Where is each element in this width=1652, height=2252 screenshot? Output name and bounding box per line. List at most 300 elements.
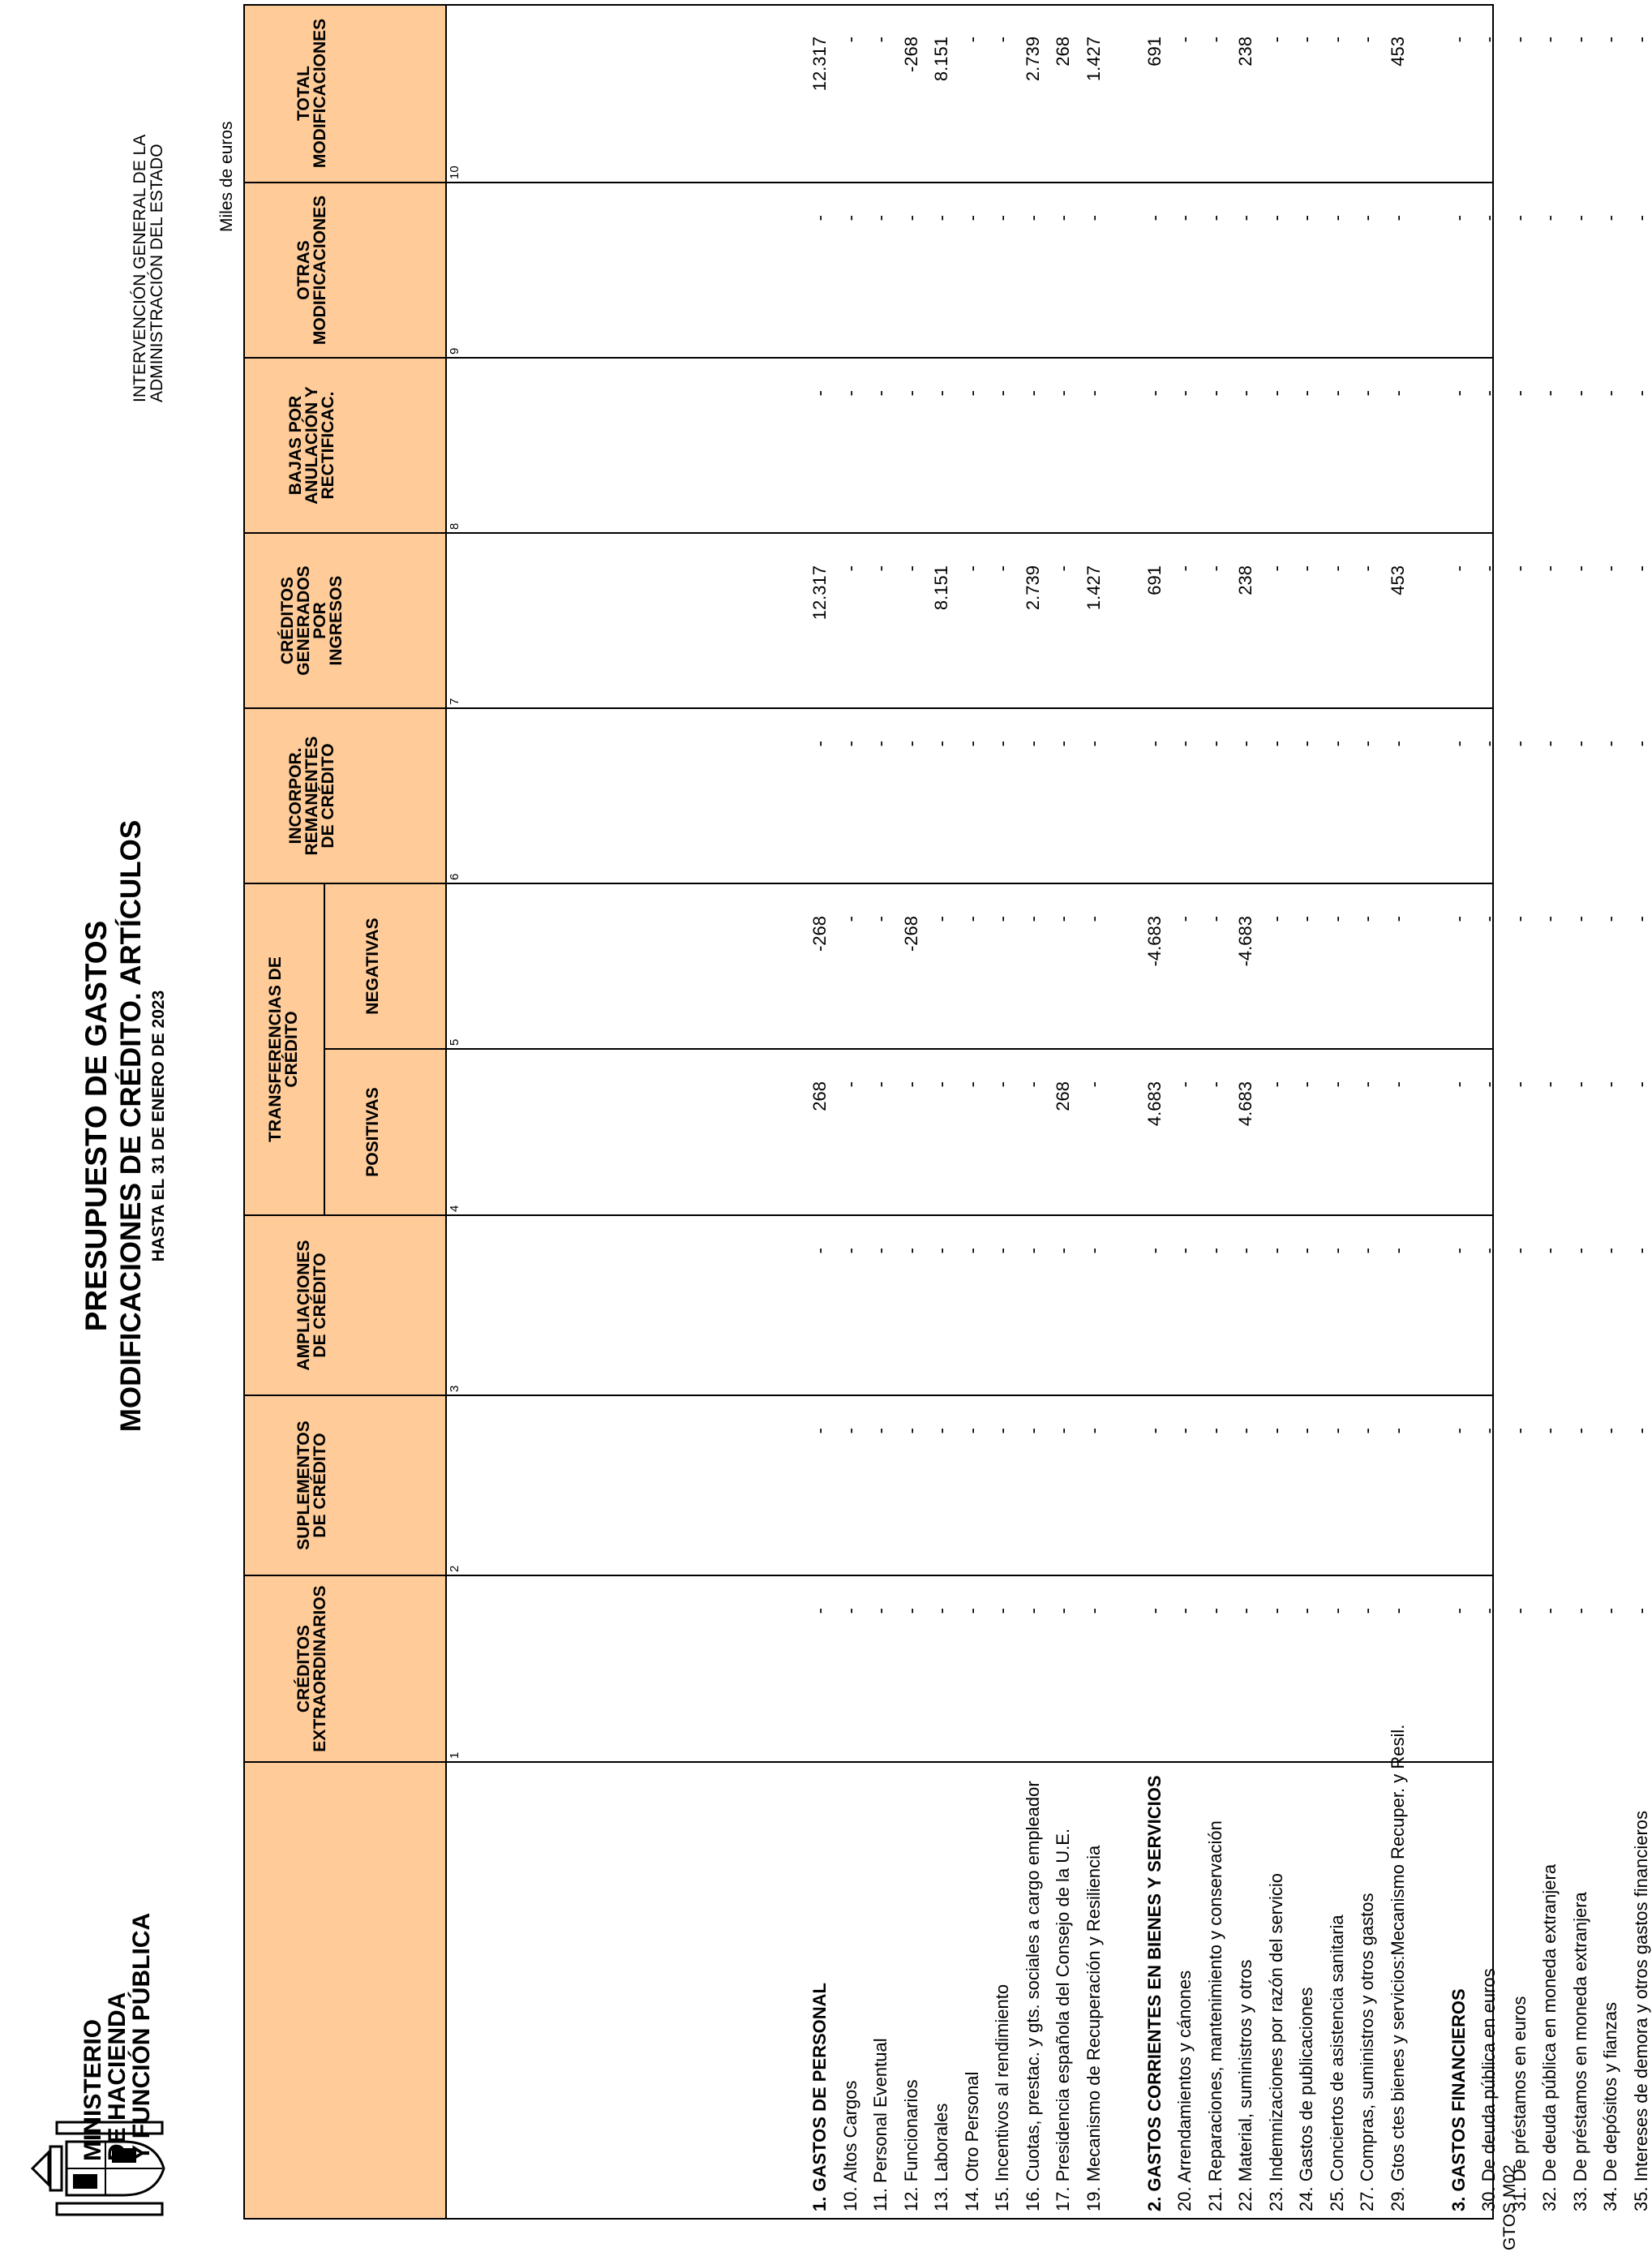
column-header-1 bbox=[243, 1575, 381, 1762]
table-cell: - bbox=[901, 390, 921, 397]
table-cell: - bbox=[1570, 215, 1590, 221]
column-number: 7 bbox=[448, 698, 461, 705]
table-cell: - bbox=[870, 390, 890, 397]
table-cell: - bbox=[1327, 1428, 1347, 1434]
header-line: MODIFICACIONES bbox=[311, 18, 329, 169]
table-cell: - bbox=[1631, 1248, 1651, 1254]
agency-name bbox=[131, 135, 165, 402]
row-label: 16. Cuotas, prestac. y gts. sociales a cargo empleador bbox=[1023, 1781, 1043, 2211]
table-cell: - bbox=[962, 390, 982, 397]
table-cell: - bbox=[1174, 390, 1195, 397]
table-cell: - bbox=[870, 215, 890, 221]
table-cell: - bbox=[1631, 390, 1651, 397]
table-cell: - bbox=[1174, 1608, 1195, 1614]
header-line: NEGATIVAS bbox=[363, 918, 382, 1015]
table-cell: - bbox=[1509, 565, 1530, 572]
table-cell: - bbox=[840, 565, 860, 572]
transfer-group-header bbox=[243, 883, 324, 1215]
table-cell: 268 bbox=[1053, 1081, 1073, 1111]
table-cell: - bbox=[1631, 215, 1651, 221]
table-cell: - bbox=[870, 1248, 890, 1254]
table-cell: - bbox=[1600, 390, 1620, 397]
table-cell: - bbox=[1023, 741, 1043, 747]
header-line: CRÉDITOS bbox=[294, 1624, 313, 1713]
table-cell: - bbox=[1600, 916, 1620, 922]
column-number: 9 bbox=[448, 347, 461, 355]
column-number: 3 bbox=[448, 1385, 461, 1392]
header-line: REMANENTES bbox=[303, 736, 321, 856]
table-cell: - bbox=[1083, 916, 1104, 922]
table-cell: - bbox=[901, 565, 921, 572]
table-cell: - bbox=[1174, 1428, 1195, 1434]
table-cell: - bbox=[1053, 741, 1073, 747]
table-cell: - bbox=[1296, 741, 1316, 747]
table-cell: - bbox=[1205, 565, 1225, 572]
table-cell: - bbox=[1296, 565, 1316, 572]
table-cell: - bbox=[1448, 565, 1469, 572]
table-cell: - bbox=[1448, 37, 1469, 43]
table-cell: - bbox=[1539, 1428, 1560, 1434]
table-cell: - bbox=[931, 741, 951, 747]
table-cell: 238 bbox=[1235, 565, 1255, 595]
table-cell: - bbox=[1327, 390, 1347, 397]
table-cell: - bbox=[1174, 565, 1195, 572]
table-cell: - bbox=[1144, 215, 1165, 221]
row-label: 20. Arrendamientos y cánones bbox=[1174, 1970, 1195, 2211]
table-cell: 453 bbox=[1388, 37, 1408, 67]
table-cell: - bbox=[1266, 390, 1286, 397]
header-line: DE CRÉDITO bbox=[311, 1253, 329, 1358]
table-cell: - bbox=[870, 37, 890, 43]
table-cell: - bbox=[1448, 390, 1469, 397]
table-cell: - bbox=[1053, 565, 1073, 572]
table-cell: - bbox=[1509, 1428, 1530, 1434]
table-cell: - bbox=[1083, 1081, 1104, 1088]
table-cell: - bbox=[1023, 916, 1043, 922]
table-cell: - bbox=[840, 215, 860, 221]
table-cell: - bbox=[1357, 565, 1377, 572]
table-cell: - bbox=[809, 1428, 830, 1434]
table-cell: - bbox=[1235, 1248, 1255, 1254]
table-cell: - bbox=[809, 741, 830, 747]
row-label: 17. Presidencia española del Consejo de la U.E. bbox=[1053, 1828, 1073, 2211]
column-number: 1 bbox=[448, 1751, 461, 1759]
row-label: 29. Gtos ctes bienes y servicios:Mecanismo Recuper. y Resil. bbox=[1388, 1724, 1408, 2211]
table-cell: - bbox=[840, 1248, 860, 1254]
header-line: CRÉDITOS bbox=[278, 576, 297, 665]
header-line: INCORPOR. bbox=[286, 747, 305, 844]
table-cell: - bbox=[1023, 1081, 1043, 1088]
table-cell: - bbox=[1357, 37, 1377, 43]
row-group-label: 2. GASTOS CORRIENTES EN BIENES Y SERVICIOS bbox=[1144, 1775, 1165, 2211]
agency-line: ADMINISTRACIÓN DEL ESTADO bbox=[148, 144, 166, 402]
table-cell: - bbox=[1023, 390, 1043, 397]
table-cell: - bbox=[1570, 37, 1590, 43]
header-line: DE CRÉDITO bbox=[319, 743, 337, 849]
table-cell: - bbox=[1174, 37, 1195, 43]
table-cell: 268 bbox=[1053, 37, 1073, 67]
table-cell: - bbox=[1448, 1608, 1469, 1614]
table-cell: - bbox=[870, 916, 890, 922]
table-cell: - bbox=[1570, 390, 1590, 397]
table-cell: - bbox=[962, 37, 982, 43]
table-cell: - bbox=[992, 1608, 1012, 1614]
table-cell: - bbox=[992, 741, 1012, 747]
table-cell: - bbox=[1266, 37, 1286, 43]
table-cell: - bbox=[1509, 390, 1530, 397]
table-cell: - bbox=[1357, 916, 1377, 922]
table-cell: - bbox=[1053, 1608, 1073, 1614]
table-cell: - bbox=[1266, 1081, 1286, 1088]
row-label: 24. Gastos de publicaciones bbox=[1296, 1987, 1316, 2211]
table-cell: - bbox=[1631, 1428, 1651, 1434]
row-group-label: 1. GASTOS DE PERSONAL bbox=[809, 1983, 830, 2211]
row-label: 13. Laborales bbox=[931, 2103, 951, 2211]
table-cell: - bbox=[1083, 1428, 1104, 1434]
ministry-line: Y FUNCIÓN PÚBLICA bbox=[128, 1912, 155, 2161]
table-cell: - bbox=[1448, 1081, 1469, 1088]
header-line: AMPLIACIONES bbox=[294, 1240, 313, 1371]
table-cell: - bbox=[1539, 1608, 1560, 1614]
table-cell: - bbox=[1539, 1248, 1560, 1254]
table-cell: - bbox=[1205, 215, 1225, 221]
table-cell: - bbox=[1539, 741, 1560, 747]
table-cell: - bbox=[1448, 741, 1469, 747]
table-cell: 12.317 bbox=[809, 565, 830, 621]
table-cell: - bbox=[1296, 916, 1316, 922]
table-cell: - bbox=[1539, 215, 1560, 221]
table-cell: - bbox=[1357, 215, 1377, 221]
table-cell: - bbox=[1600, 565, 1620, 572]
table-cell: - bbox=[1327, 1248, 1347, 1254]
table-cell: - bbox=[1083, 390, 1104, 397]
table-cell: - bbox=[840, 1428, 860, 1434]
table-cell: - bbox=[1174, 215, 1195, 221]
table-cell: - bbox=[1388, 1428, 1408, 1434]
ministry-line: DE HACIENDA bbox=[104, 1992, 131, 2161]
header-line: INGRESOS bbox=[327, 575, 345, 666]
table-cell: - bbox=[1023, 215, 1043, 221]
table-cell: - bbox=[840, 916, 860, 922]
table-cell: 453 bbox=[1388, 565, 1408, 595]
column-number: 2 bbox=[448, 1565, 461, 1572]
table-cell: 268 bbox=[809, 1081, 830, 1111]
table-cell: - bbox=[1600, 37, 1620, 43]
column-header-3 bbox=[243, 1215, 381, 1395]
header-line: MODIFICACIONES bbox=[311, 195, 329, 346]
table-cell: - bbox=[1235, 741, 1255, 747]
ministry-line: MINISTERIO bbox=[79, 2018, 106, 2161]
units-label: Miles de euros bbox=[217, 121, 236, 232]
table-cell: - bbox=[1478, 390, 1499, 397]
table-cell: - bbox=[1478, 565, 1499, 572]
table-cell: - bbox=[901, 741, 921, 747]
table-cell: - bbox=[1509, 1248, 1530, 1254]
table-cell: -4.683 bbox=[1235, 916, 1255, 967]
table-cell: - bbox=[1570, 1248, 1590, 1254]
column-header-10 bbox=[243, 4, 381, 183]
table-cell: - bbox=[1205, 1428, 1225, 1434]
table-cell: - bbox=[1631, 1608, 1651, 1614]
table-cell: - bbox=[1478, 215, 1499, 221]
table-cell: - bbox=[992, 37, 1012, 43]
table-cell: - bbox=[870, 1608, 890, 1614]
header-line: TRANSFERENCIAS DE bbox=[266, 956, 285, 1142]
table-cell: - bbox=[1174, 741, 1195, 747]
table-cell: - bbox=[992, 565, 1012, 572]
table-cell: - bbox=[1388, 1248, 1408, 1254]
table-cell: 4.683 bbox=[1235, 1081, 1255, 1127]
table-cell: - bbox=[1478, 37, 1499, 43]
table-cell: - bbox=[1448, 1428, 1469, 1434]
header-line: TOTAL bbox=[294, 65, 313, 122]
column-number: 8 bbox=[448, 522, 461, 530]
table-cell: - bbox=[992, 390, 1012, 397]
table-cell: 1.427 bbox=[1083, 565, 1104, 611]
table-cell: - bbox=[1296, 1428, 1316, 1434]
table-cell: - bbox=[809, 1608, 830, 1614]
column-number: 4 bbox=[448, 1205, 461, 1212]
row-label: 10. Altos Cargos bbox=[840, 2080, 860, 2211]
table-cell: - bbox=[1053, 1428, 1073, 1434]
table-cell: - bbox=[1357, 390, 1377, 397]
table-cell: 8.151 bbox=[931, 565, 951, 611]
report-title: PRESUPUESTO DE GASTOS bbox=[79, 920, 113, 1332]
table-cell: - bbox=[931, 215, 951, 221]
table-cell: - bbox=[1539, 1081, 1560, 1088]
table-cell: - bbox=[1478, 1428, 1499, 1434]
table-cell: - bbox=[809, 1248, 830, 1254]
table-cell: - bbox=[1388, 741, 1408, 747]
table-cell: - bbox=[1327, 565, 1347, 572]
row-group-label: 3. GASTOS FINANCIEROS bbox=[1448, 1988, 1469, 2211]
table-cell: - bbox=[1509, 37, 1530, 43]
table-cell: - bbox=[1570, 916, 1590, 922]
table-cell: - bbox=[1539, 565, 1560, 572]
table-cell: - bbox=[931, 916, 951, 922]
table-cell: - bbox=[901, 1248, 921, 1254]
table-cell: - bbox=[1448, 916, 1469, 922]
table-cell: - bbox=[962, 215, 982, 221]
table-cell: - bbox=[962, 741, 982, 747]
table-cell: - bbox=[1600, 741, 1620, 747]
table-cell: -4.683 bbox=[1144, 916, 1165, 967]
table-cell: - bbox=[840, 1608, 860, 1614]
table-cell: - bbox=[1144, 1248, 1165, 1254]
table-cell: - bbox=[1327, 916, 1347, 922]
table-cell: -268 bbox=[901, 916, 921, 952]
row-label: 32. De deuda pública en moneda extranjera bbox=[1539, 1863, 1560, 2211]
table-cell: - bbox=[1296, 37, 1316, 43]
table-cell: - bbox=[1357, 1608, 1377, 1614]
row-label: 31. De préstamos en euros bbox=[1509, 1996, 1530, 2211]
table-cell: - bbox=[1266, 565, 1286, 572]
table-cell: - bbox=[901, 1428, 921, 1434]
row-label: 35. Intereses de demora y otros gastos financieros bbox=[1631, 1810, 1651, 2211]
row-label: 19. Mecanismo de Recuperación y Resiliencia bbox=[1083, 1845, 1104, 2211]
table-cell: - bbox=[931, 1081, 951, 1088]
table-cell: - bbox=[1631, 37, 1651, 43]
table-cell: - bbox=[1509, 1608, 1530, 1614]
table-cell: - bbox=[1205, 741, 1225, 747]
table-cell: - bbox=[1144, 1428, 1165, 1434]
table-cell: - bbox=[1144, 741, 1165, 747]
table-cell: - bbox=[1296, 1608, 1316, 1614]
header-line: ANULACIÓN Y bbox=[303, 386, 321, 505]
table-cell: - bbox=[1235, 390, 1255, 397]
table-cell: - bbox=[1570, 1081, 1590, 1088]
header-line: BAJAS POR bbox=[286, 395, 305, 496]
row-label: 15. Incentivos al rendimiento bbox=[992, 1983, 1012, 2211]
header-line: POSITIVAS bbox=[363, 1087, 382, 1177]
table-cell: - bbox=[1509, 215, 1530, 221]
table-cell: 4.683 bbox=[1144, 1081, 1165, 1127]
table-cell: - bbox=[901, 215, 921, 221]
table-cell: - bbox=[1327, 1081, 1347, 1088]
table-cell: 691 bbox=[1144, 565, 1165, 595]
table-cell: - bbox=[1600, 215, 1620, 221]
table-cell: - bbox=[992, 1081, 1012, 1088]
column-header-6 bbox=[243, 708, 381, 883]
table-cell: - bbox=[1478, 1248, 1499, 1254]
table-cell: - bbox=[1478, 916, 1499, 922]
table-cell: - bbox=[870, 565, 890, 572]
table-cell: - bbox=[1448, 1248, 1469, 1254]
row-label: 34. De depósitos y fianzas bbox=[1600, 2001, 1620, 2211]
row-label: 33. De préstamos en moneda extranjera bbox=[1570, 1892, 1590, 2211]
table-cell: - bbox=[962, 1081, 982, 1088]
row-label: 23. Indemnizaciones por razón del servicio bbox=[1266, 1872, 1286, 2211]
table-cell: - bbox=[1631, 1081, 1651, 1088]
header-line: SUPLEMENTOS bbox=[294, 1420, 313, 1550]
column-header-8 bbox=[243, 358, 381, 533]
table-cell: - bbox=[1266, 1428, 1286, 1434]
table-cell: 8.151 bbox=[931, 37, 951, 82]
report-date: HASTA EL 31 DE ENERO DE 2023 bbox=[149, 990, 168, 1262]
table-cell: - bbox=[1539, 916, 1560, 922]
table-cell: - bbox=[1357, 1081, 1377, 1088]
table-cell: - bbox=[1327, 1608, 1347, 1614]
header-line: GENERADOS bbox=[294, 565, 313, 676]
table-cell: - bbox=[1631, 565, 1651, 572]
row-label: 12. Funcionarios bbox=[901, 2079, 921, 2211]
table-cell: - bbox=[1144, 1608, 1165, 1614]
table-cell: - bbox=[1205, 1608, 1225, 1614]
header-line: DE CRÉDITO bbox=[311, 1433, 329, 1538]
header-line: CRÉDITO bbox=[282, 1011, 301, 1088]
table-cell: - bbox=[992, 1248, 1012, 1254]
table-cell: - bbox=[1174, 1081, 1195, 1088]
row-label: 22. Material, suministros y otros bbox=[1235, 1959, 1255, 2211]
table-cell: - bbox=[1205, 390, 1225, 397]
table-cell: - bbox=[1205, 1248, 1225, 1254]
table-cell: - bbox=[1539, 390, 1560, 397]
header-line: RECTIFICAC. bbox=[319, 391, 337, 500]
table-cell: - bbox=[840, 37, 860, 43]
table-cell: - bbox=[1357, 741, 1377, 747]
table-cell: - bbox=[1570, 741, 1590, 747]
table-cell: - bbox=[931, 390, 951, 397]
header-line: OTRAS bbox=[294, 240, 313, 300]
table-cell: - bbox=[870, 1428, 890, 1434]
table-cell: 238 bbox=[1235, 37, 1255, 67]
table-cell: - bbox=[1266, 741, 1286, 747]
table-cell: - bbox=[1570, 565, 1590, 572]
table-cell: 691 bbox=[1144, 37, 1165, 67]
table-cell: - bbox=[1388, 390, 1408, 397]
table-cell: - bbox=[901, 1081, 921, 1088]
table-cell: - bbox=[1023, 1248, 1043, 1254]
footer-code: GTOS M02 bbox=[1500, 2164, 1519, 2250]
table-cell: - bbox=[1509, 1081, 1530, 1088]
table-cell: - bbox=[1509, 916, 1530, 922]
column-header-4 bbox=[324, 1049, 422, 1215]
table-cell: - bbox=[931, 1248, 951, 1254]
row-label: 14. Otro Personal bbox=[962, 2071, 982, 2211]
column-number: 6 bbox=[448, 873, 461, 880]
table-cell: - bbox=[1053, 1248, 1073, 1254]
agency-line: INTERVENCIÓN GENERAL DE LA bbox=[131, 134, 149, 402]
table-cell: - bbox=[1600, 1081, 1620, 1088]
table-cell: - bbox=[1448, 215, 1469, 221]
table-cell: - bbox=[840, 390, 860, 397]
table-cell: - bbox=[1174, 1248, 1195, 1254]
table-cell: - bbox=[1296, 1248, 1316, 1254]
table-cell: - bbox=[1053, 916, 1073, 922]
table-cell: - bbox=[1600, 1608, 1620, 1614]
table-cell: - bbox=[1509, 741, 1530, 747]
table-cell: - bbox=[1296, 1081, 1316, 1088]
table-cell: - bbox=[962, 565, 982, 572]
table-cell: - bbox=[962, 916, 982, 922]
table-cell: - bbox=[1144, 390, 1165, 397]
table-cell: - bbox=[1570, 1428, 1590, 1434]
column-number: 5 bbox=[448, 1038, 461, 1046]
table-cell: 12.317 bbox=[809, 37, 830, 92]
row-label: 30. De deuda pública en euros bbox=[1478, 1968, 1499, 2211]
table-cell: - bbox=[1388, 1608, 1408, 1614]
table-cell: - bbox=[1357, 1428, 1377, 1434]
table-cell: - bbox=[870, 741, 890, 747]
table-cell: - bbox=[840, 1081, 860, 1088]
table-cell: - bbox=[1235, 215, 1255, 221]
table-cell: - bbox=[1388, 916, 1408, 922]
table-cell: - bbox=[1478, 1081, 1499, 1088]
column-header-7 bbox=[243, 533, 381, 708]
table-cell: - bbox=[1539, 37, 1560, 43]
column-number: 10 bbox=[448, 165, 461, 179]
table-cell: - bbox=[992, 215, 1012, 221]
table-cell: - bbox=[1205, 37, 1225, 43]
table-cell: - bbox=[1600, 1248, 1620, 1254]
table-cell: - bbox=[992, 1428, 1012, 1434]
table-cell: - bbox=[1296, 215, 1316, 221]
row-label: 27. Compras, suministros y otros gastos bbox=[1357, 1893, 1377, 2211]
table-cell: - bbox=[1083, 1248, 1104, 1254]
row-label: 11. Personal Eventual bbox=[870, 2038, 890, 2211]
table-cell: - bbox=[1570, 1608, 1590, 1614]
table-cell: - bbox=[1600, 1428, 1620, 1434]
table-cell: - bbox=[840, 741, 860, 747]
table-cell: - bbox=[1327, 37, 1347, 43]
table-cell: - bbox=[1266, 215, 1286, 221]
table-cell: - bbox=[1357, 1248, 1377, 1254]
table-cell: - bbox=[1053, 390, 1073, 397]
table-cell: 2.739 bbox=[1023, 565, 1043, 611]
table-cell: - bbox=[1053, 215, 1073, 221]
row-label: 21. Reparaciones, mantenimiento y conservación bbox=[1205, 1820, 1225, 2211]
table-cell: - bbox=[809, 215, 830, 221]
